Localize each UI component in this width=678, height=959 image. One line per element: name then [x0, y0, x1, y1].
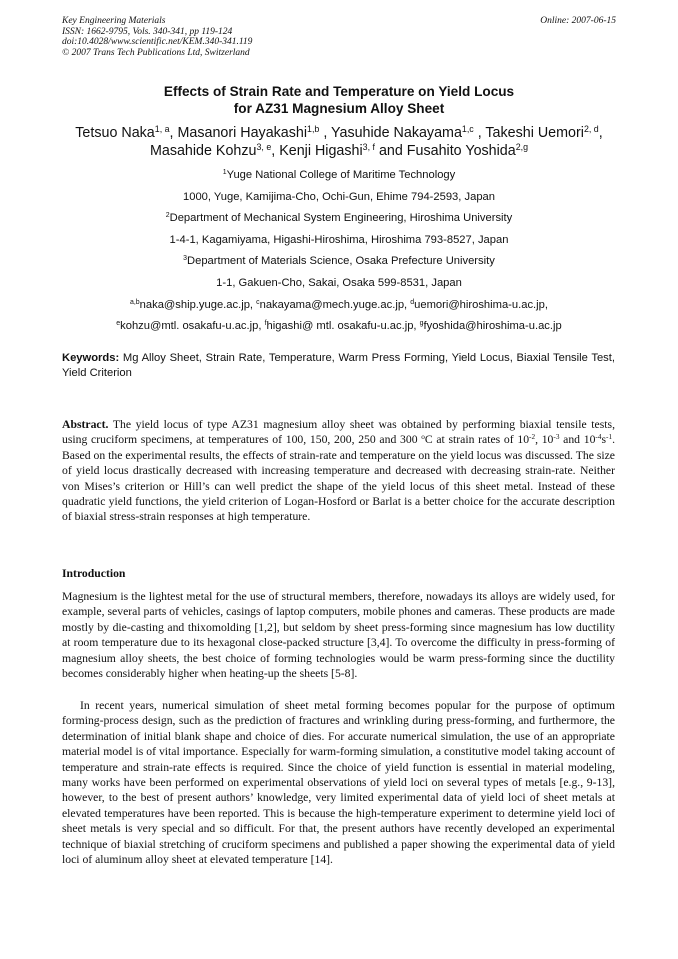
author-sup: 2,g: [515, 142, 529, 153]
affiliation-sup: 2: [165, 212, 170, 220]
section-heading: Introduction: [62, 567, 126, 580]
running-header: [62, 16, 616, 58]
author-sup: 2, d: [583, 124, 599, 135]
exponent: -2: [529, 433, 536, 442]
affiliation-line: [60, 251, 618, 273]
author-name: Kenji Higashi: [279, 143, 363, 159]
email-text: naka@ship.yuge.ac.jp,: [139, 298, 257, 311]
intro-paragraph-1: Magnesium is the lightest metal for the use of structural members, therefore, nowadays its alloys are widely used, for example, several parts of vehicles, casings of laptop computers, mobile phones and cameras. These products are made mostly by die-casting and thixomolding [1,2], but seldom by sheet press-forming since magnesium has low ductility at room temperature due to its hexagonal close-packed structure [3,4]. To overcome the difficulty in press-forming of magnesium alloy sheets, the best choice of forming technologies would be warm press-forming since the ductility becomes considerably higher when heating-up the sheets [5-8].: [62, 590, 615, 681]
affiliation-line: [60, 165, 618, 187]
email-text: higashi@ mtl. osakafu-u.ac.jp,: [266, 320, 420, 333]
author-sup: 3, f: [362, 142, 375, 153]
keywords-label: Keywords:: [62, 352, 120, 364]
author-name: Masanori Hayakashi: [177, 125, 308, 141]
email-text: uemori@hiroshima-u.ac.jp,: [414, 298, 548, 311]
affiliation-line: [60, 230, 618, 252]
email-sup: e: [116, 320, 121, 328]
publication-info: [62, 16, 616, 58]
affiliation-text: Yuge National College of Maritime Technology: [226, 169, 456, 181]
journal-name: Key Engineering Materials: [62, 16, 166, 26]
abstract-text: s: [601, 433, 607, 447]
email-text: nakayama@mech.yuge.ac.jp,: [259, 298, 411, 311]
keywords-paragraph: [62, 351, 615, 381]
author-sup: 1, a: [154, 124, 170, 135]
affiliation-sup: 3: [183, 255, 188, 263]
author-name: Fusahito Yoshida: [406, 143, 516, 159]
online-date: Online: 2007-06-15: [540, 16, 616, 26]
author-sep: ,: [598, 125, 603, 141]
exponent: -4: [595, 433, 602, 442]
author-sup: 1,c: [461, 124, 474, 135]
degree-sup: o: [421, 433, 425, 442]
affiliation-text: 1-1, Gakuen-Cho, Sakai, Osaka 599-8531, Japan: [216, 276, 462, 289]
author-name: Tetsuo Naka: [75, 125, 155, 141]
author-name: Masahide Kohzu: [149, 143, 257, 159]
author-name: Takeshi Uemori: [485, 125, 584, 141]
author-list: [60, 124, 618, 160]
author-sup: 1,b: [307, 124, 320, 135]
email-sup: f: [264, 320, 267, 328]
abstract-text: . Based on the experimental results, the effects of strain-rate and temperature on the yield locus was discussed. The size of yield locus drastically decreased with increasing temperature and decreased with decreasing strain-rate. Neither von Mises’s criterion or Hill’s can well predict the shape of the yield locus of this sheet metal. Instead of these quadratic yield functions, the yield criterion of Logan-Hosford or Barlat is a better choice for the accurate description of biaxial stress-strain responses at high temperature.: [62, 433, 615, 524]
author-sep: ,: [271, 143, 280, 159]
copyright-line: © 2007 Trans Tech Publications Ltd, Switzerland: [62, 47, 250, 58]
title-line-1: Effects of Strain Rate and Temperature on Yield Locus: [163, 84, 515, 99]
email-sup: a,b: [130, 298, 140, 306]
intro-paragraph-2: In recent years, numerical simulation of sheet metal forming becomes popular for the purpose of optimum forming-process design, such as the prediction of fractures and wrinkling during press-forming, and furthermore, the determination of initial blank shape and choice of dies. For accurate numerical simulation, the use of an appropriate material model is of vital importance. Especially for warm-forming simulation, a constitutive model taking account of temperature and strain-rate effects is required. Since the choice of yield function is essential in material modeling, many works have been performed on experimental observations of yield loci on several types of metals [e.g., 9-13], however, to the best of present authors’ knowledge, very limited experimental data of yield loci of sheet metals at elevated temperatures have been reported. This is because the high-temperature experiment to determine yield loci of sheet metals is very special and so difficult. For that, the present authors have recently developed an experimental technique of biaxial stretching of cruciform specimens and published a paper showing the experimental data of yield loci of aluminum alloy sheet at elevated temperature [14].: [62, 699, 615, 867]
affiliation-text: 1-4-1, Kagamiyama, Higashi-Hiroshima, Hiroshima 793-8527, Japan: [169, 233, 509, 246]
exponent: -1: [606, 433, 613, 442]
abstract-paragraph: [62, 417, 615, 525]
abstract-text: , 10: [535, 433, 554, 447]
email-sup: g: [419, 320, 424, 328]
author-sup: 3, e: [256, 142, 272, 153]
doi-line: doi:10.4028/www.scientific.net/KEM.340-341.119: [62, 37, 253, 47]
email-text: kohzu@mtl. osakafu-u.ac.jp,: [120, 320, 265, 333]
email-sup: c: [256, 298, 260, 306]
abstract-text: C at strain rates of 10: [424, 433, 530, 447]
email-line: [60, 316, 618, 338]
email-sup: d: [410, 298, 415, 306]
affiliation-text: Department of Mechanical System Engineering, Hiroshima University: [169, 212, 513, 225]
author-sep: ,: [319, 125, 332, 141]
email-line: [60, 295, 618, 317]
author-sep: ,: [169, 125, 178, 141]
title-line-2: for AZ31 Magnesium Alloy Sheet: [233, 101, 445, 116]
abstract-label: Abstract.: [62, 418, 109, 431]
keywords-text: Mg Alloy Sheet, Strain Rate, Temperature, Warm Press Forming, Yield Locus, Biaxial Tensile Test, Yield Criterion: [62, 352, 615, 379]
author-sep: and: [374, 143, 407, 159]
paper-title: [60, 83, 618, 117]
affiliation-text: Department of Materials Science, Osaka Prefecture University: [187, 255, 495, 268]
author-name: Yasuhide Nakayama: [331, 125, 462, 141]
affiliation-line: [60, 187, 618, 209]
affiliation-sup: 1: [222, 169, 227, 177]
affiliation-block: [60, 165, 618, 338]
abstract-text: The yield locus of type AZ31 magnesium alloy sheet was obtained by performing biaxial tensile tests, using cruciform specimens, at temperatures of 100, 150, 200, 250 and 300: [62, 418, 615, 447]
email-text: fyoshida@hiroshima-u.ac.jp: [423, 320, 562, 333]
author-sep: ,: [473, 125, 486, 141]
affiliation-line: [60, 208, 618, 230]
affiliation-text: 1000, Yuge, Kamijima-Cho, Ochi-Gun, Ehime 794-2593, Japan: [183, 190, 495, 203]
exponent: -3: [553, 433, 560, 442]
abstract-text: and 10: [559, 433, 596, 447]
affiliation-line: [60, 273, 618, 295]
issn-line: ISSN: 1662-9795, Vols. 340-341, pp 119-124: [62, 26, 233, 37]
